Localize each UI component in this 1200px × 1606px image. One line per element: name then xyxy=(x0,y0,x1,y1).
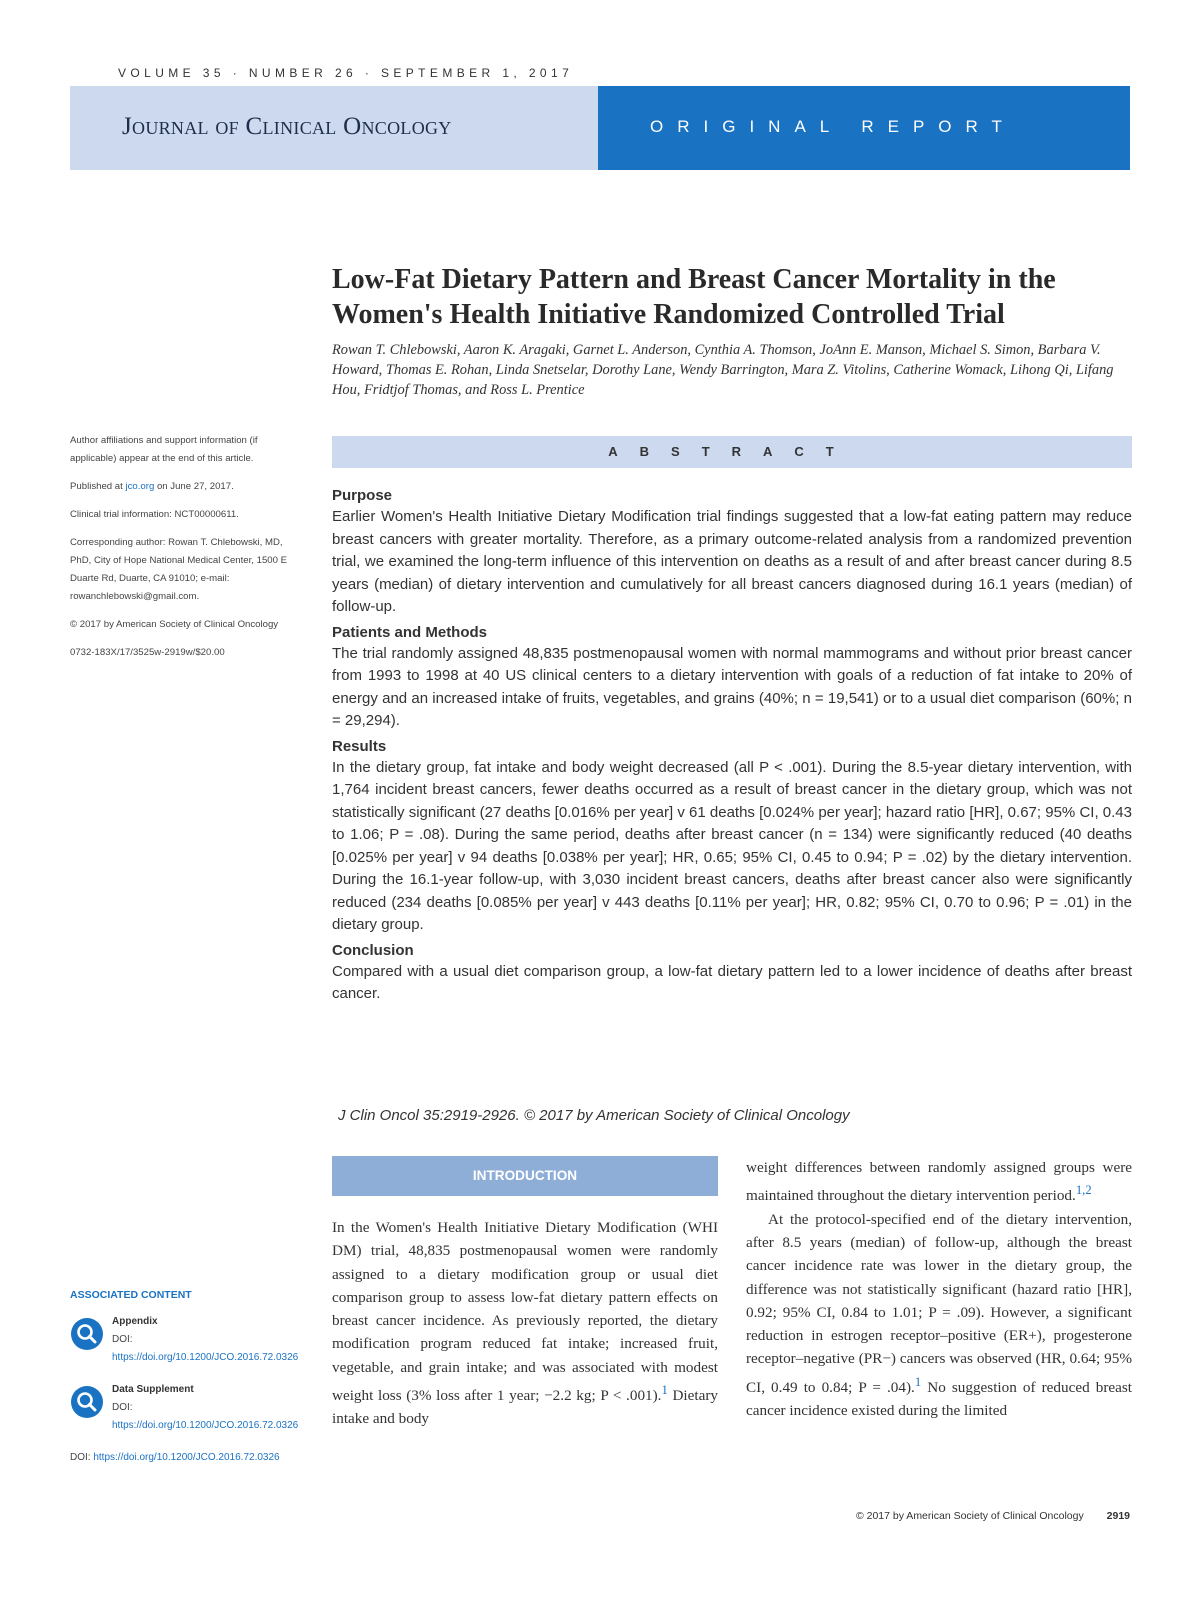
conclusion-text: Compared with a usual diet comparison group, a low-fat dietary pattern led to a lower incidence of deaths after breast cancer. xyxy=(332,962,1132,1002)
intro-paragraph xyxy=(746,1208,1132,1423)
clinical-trial-info: Clinical trial information: NCT00000611. xyxy=(70,509,239,520)
purpose-heading: Purpose xyxy=(332,487,393,504)
associated-content xyxy=(70,1289,310,1467)
associated-content-title: ASSOCIATED CONTENT xyxy=(70,1289,192,1301)
ref-superscript[interactable]: 1 xyxy=(914,1374,922,1389)
appendix-doi-link[interactable]: https://doi.org/10.1200/JCO.2016.72.0326 xyxy=(112,1352,299,1363)
jco-link[interactable]: jco.org xyxy=(125,481,155,492)
report-type: ORIGINAL REPORT xyxy=(650,117,1016,136)
published-prefix: Published at xyxy=(70,481,123,492)
doi-prefix: DOI: xyxy=(112,1402,133,1413)
intro-para1: In the Women's Health Initiative Dietary Modification (WHI DM) trial, 48,835 postmenopausal women were randomly assigned to a dietary modification group or usual diet comparison group to assess low-fat dietary pattern effects on breast cancer incidence. As previously reported, the dietary modification program reduced fat intake; increased fruit, vegetable, and grain intake; and was associated with modest weight loss (3% loss after 1 year; −2.2 kg; P < .001). xyxy=(332,1219,718,1405)
page-number: 2919 xyxy=(1106,1510,1130,1522)
data-supplement-label: Data Supplement xyxy=(112,1384,194,1395)
search-icon xyxy=(70,1385,104,1419)
footer-copyright: © 2017 by American Society of Clinical Oncology xyxy=(855,1510,1084,1522)
citation: J Clin Oncol 35:2919-2926. © 2017 by American Society of Clinical Oncology xyxy=(338,1107,850,1124)
report-type-banner xyxy=(598,86,1130,170)
results-heading: Results xyxy=(332,737,387,755)
ref-superscript[interactable]: 1,2 xyxy=(1075,1183,1092,1198)
intro-para3-tail: No suggestion of reduced breast cancer incidence existed during the limited xyxy=(746,1378,1132,1420)
methods-text: The trial randomly assigned 48,835 postmenopausal women with normal mammograms and without prior breast cancer from 1993 to 1998 at 40 US clinical centers to a dietary intervention with goals of a reduction of fat intake to 20% of energy and an increased intake of fruits, vegetables, and grains (40%; n = 19,541) or to a usual diet comparison (60%; n = 29,294). xyxy=(332,644,1132,729)
appendix-doi xyxy=(112,1331,310,1367)
article-doi xyxy=(70,1449,310,1467)
search-icon xyxy=(70,1317,104,1351)
abstract-heading: ABSTRACT xyxy=(332,436,1132,468)
data-supplement-doi xyxy=(112,1399,310,1435)
intro-para3: At the protocol-specified end of the dietary intervention, after 8.5 years (median) of follow-up, although the breast cancer incidence rate was lower in the dietary group, the difference was not statistically significant (hazard ratio [HR], 0.92; 95% CI, 0.84 to 1.01; P = .09). However, a significant reduction in estrogen receptor–positive (ER+), progesterone receptor–negative (PR−) cancers was observed (HR, 0.64; 95% CI, 0.49 to 0.84; P = .04). xyxy=(746,1210,1132,1396)
appendix-item[interactable] xyxy=(70,1313,310,1367)
abstract-body xyxy=(332,482,1132,1008)
published-info xyxy=(70,478,298,496)
issn-code: 0732-183X/17/3525w-2919w/$20.00 xyxy=(70,647,225,658)
corresponding-author: Corresponding author: Rowan T. Chlebowski, MD, PhD, City of Hope National Medical Center, 1500 E Duarte Rd, Duarte, CA 91010; e-mail: rowanchlebowski@gmail.com. xyxy=(70,537,288,602)
data-supplement-item[interactable] xyxy=(70,1381,310,1435)
intro-column-left xyxy=(332,1216,718,1431)
issue-line: VOLUME 35 · NUMBER 26 · SEPTEMBER 1, 2017 xyxy=(118,66,574,80)
methods-heading: Patients and Methods xyxy=(332,623,488,641)
copyright-note: © 2017 by American Society of Clinical Oncology xyxy=(70,619,279,630)
article-title: Low-Fat Dietary Pattern and Breast Cancer Mortality in the Women's Health Initiative Randomized Controlled Trial xyxy=(332,264,1056,330)
results-text: In the dietary group, fat intake and body weight decreased (all P < .001). During the 8.5-year dietary intervention, with 1,764 incident breast cancers, fewer deaths occurred as a result of breast cancer in the dietary group, which was not statistically significant (27 deaths [0.016% per year] v 61 deaths [0.024% per year]; hazard ratio [HR], 0.67; 95% CI, 0.43 to 1.06; P = .08). During the same period, deaths after breast cancer (n = 134) were significantly reduced (40 deaths [0.025% per year] v 94 deaths [0.038% per year]; HR, 0.65; 95% CI, 0.45 to 0.94; P = .02) by the dietary intervention. During the 16.1-year follow-up, with 3,030 incident breast cancers, deaths after breast cancer also were significantly reduced (234 deaths [0.085% per year] v 443 deaths [0.11% per year]; HR, 0.82; 95% CI, 0.70 to 0.96; P = .01) in the dietary group. xyxy=(332,758,1132,933)
intro-paragraph xyxy=(332,1216,718,1431)
affiliations-note: Author affiliations and support information (if applicable) appear at the end of this article. xyxy=(70,435,258,464)
appendix-label: Appendix xyxy=(112,1316,158,1327)
data-supplement-doi-link[interactable]: https://doi.org/10.1200/JCO.2016.72.0326 xyxy=(112,1420,299,1431)
doi-prefix: DOI: xyxy=(70,1452,91,1463)
intro-paragraph xyxy=(746,1156,1132,1208)
intro-column-right xyxy=(746,1156,1132,1422)
page-footer xyxy=(856,1510,1130,1522)
author-list: Rowan T. Chlebowski, Aaron K. Aragaki, Garnet L. Anderson, Cynthia A. Thomson, JoAnn E. Manson, Michael S. Simon, Barbara V. Howard, Thomas E. Rohan, Linda Snetselar, Dorothy Lane, Wendy Barrington, Mara Z. Vitolins, Catherine Womack, Lihong Qi, Lifang Hou, Fridtjof Thomas, and Ross L. Prentice xyxy=(332,342,1114,398)
published-suffix: on June 27, 2017. xyxy=(156,481,234,492)
article-doi-link[interactable]: https://doi.org/10.1200/JCO.2016.72.0326 xyxy=(93,1452,280,1463)
article-metadata xyxy=(70,432,298,672)
intro-para1-tail: Dietary intake and body xyxy=(332,1387,718,1428)
purpose-text: Earlier Women's Health Initiative Dietary Modification trial findings suggested that a low-fat eating pattern may reduce breast cancers with greater mortality. Therefore, as a primary outcome-related analysis from a randomized prevention trial, we examined the long-term influence of this intervention on deaths as a result of and after breast cancer during 8.5 years (median) of dietary intervention and cumulatively for all breast cancers diagnosed during 16.1 years (median) of follow-up. xyxy=(332,508,1132,615)
doi-prefix: DOI: xyxy=(112,1334,133,1345)
introduction-heading: INTRODUCTION xyxy=(332,1156,718,1196)
intro-para2: weight differences between randomly assigned groups were maintained throughout the dietary intervention period. xyxy=(746,1159,1132,1205)
journal-name: Journal of Clinical Oncology xyxy=(122,113,452,140)
ref-superscript[interactable]: 1 xyxy=(661,1383,668,1398)
journal-banner xyxy=(70,86,598,170)
conclusion-heading: Conclusion xyxy=(332,941,414,959)
